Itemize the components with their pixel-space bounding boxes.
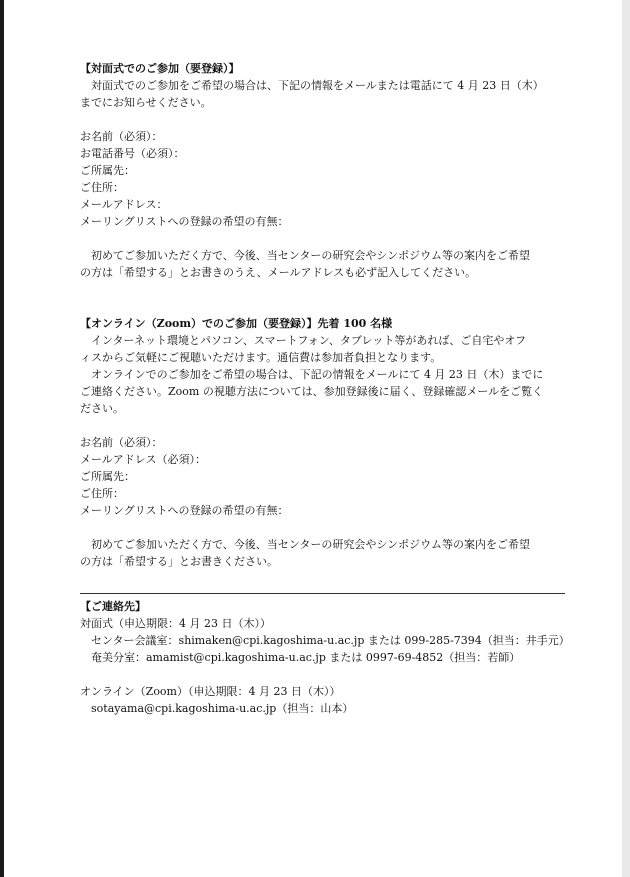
in-person-field-affiliation: ご所属先： [80, 164, 135, 177]
online-intro-line: ご連絡ください。Zoom の視聴方法については、参加登録後に届く、登録確認メールをご覧く [80, 385, 544, 398]
in-person-field-name: お名前（必須）： [80, 130, 163, 143]
page-scrollbar-track[interactable] [622, 0, 630, 877]
in-person-note-line: 初めてご参加いただく方で、今後、当センターの研究会やシンポジウム等の案内をご希望 [91, 249, 530, 262]
contact-in-person-label: 対面式（申込期限：4 月 23 日（木）） [80, 617, 271, 630]
in-person-field-address: ご住所： [80, 181, 124, 194]
online-note-line: 初めてご参加いただく方で、今後、当センターの研究会やシンポジウム等の案内をご希望 [91, 538, 530, 551]
online-field-name: お名前（必須）： [80, 436, 163, 449]
in-person-note-line: の方は「希望する」とお書きのうえ、メールアドレスも必ず記入してください。 [80, 266, 477, 279]
contact-section [80, 598, 580, 717]
contact-online-line: sotayama@cpi.kagoshima-u.ac.jp（担当：山本） [91, 702, 354, 715]
contact-online-label: オンライン（Zoom）（申込期限：4 月 23 日（木）） [80, 685, 341, 698]
in-person-field-mailing-list: メーリングリストへの登録の希望の有無： [80, 215, 289, 228]
online-intro-line: オンラインでのご参加をご希望の場合は、下記の情報をメールにて 4 月 23 日（木）までに [91, 368, 544, 381]
section-divider [80, 593, 565, 594]
contact-center-line: センター会議室：shimaken@cpi.kagoshima-u.ac.jp または 099-285-7394（担当：井手元） [91, 634, 570, 647]
in-person-heading: 【対面式でのご参加（要登録）】 [80, 62, 240, 75]
in-person-intro-line: までにお知らせください。 [80, 96, 212, 109]
contact-amami-line: 奄美分室：amamist@cpi.kagoshima-u.ac.jp または 0997-69-4852（担当：若師） [91, 651, 521, 664]
online-intro-line: インターネット環境とパソコン、スマートフォン、タブレット等があれば、ご自宅やオフ [91, 334, 527, 347]
in-person-field-phone: お電話番号（必須）： [80, 147, 185, 160]
online-field-address: ご住所： [80, 487, 124, 500]
online-field-mailing-list: メーリングリストへの登録の希望の有無： [80, 504, 289, 517]
in-person-intro-line: 対面式でのご参加をご希望の場合は、下記の情報をメールまたは電話にて 4 月 23 日（木） [91, 79, 544, 92]
online-intro-line: ださい。 [80, 402, 124, 415]
document-body [80, 60, 580, 570]
online-field-affiliation: ご所属先： [80, 470, 135, 483]
in-person-field-email: メールアドレス： [80, 198, 168, 211]
page-left-edge [0, 0, 4, 877]
online-note-line: の方は「希望する」とお書きください。 [80, 555, 278, 568]
online-field-email: メールアドレス（必須）： [80, 453, 206, 466]
contact-heading: 【ご連絡先】 [80, 600, 146, 613]
online-heading: 【オンライン（Zoom）でのご参加（要登録）】先着 100 名様 [80, 317, 393, 330]
online-intro-line: ィスからご気軽にご視聴いただけます。通信費は参加者負担となります。 [80, 351, 442, 364]
